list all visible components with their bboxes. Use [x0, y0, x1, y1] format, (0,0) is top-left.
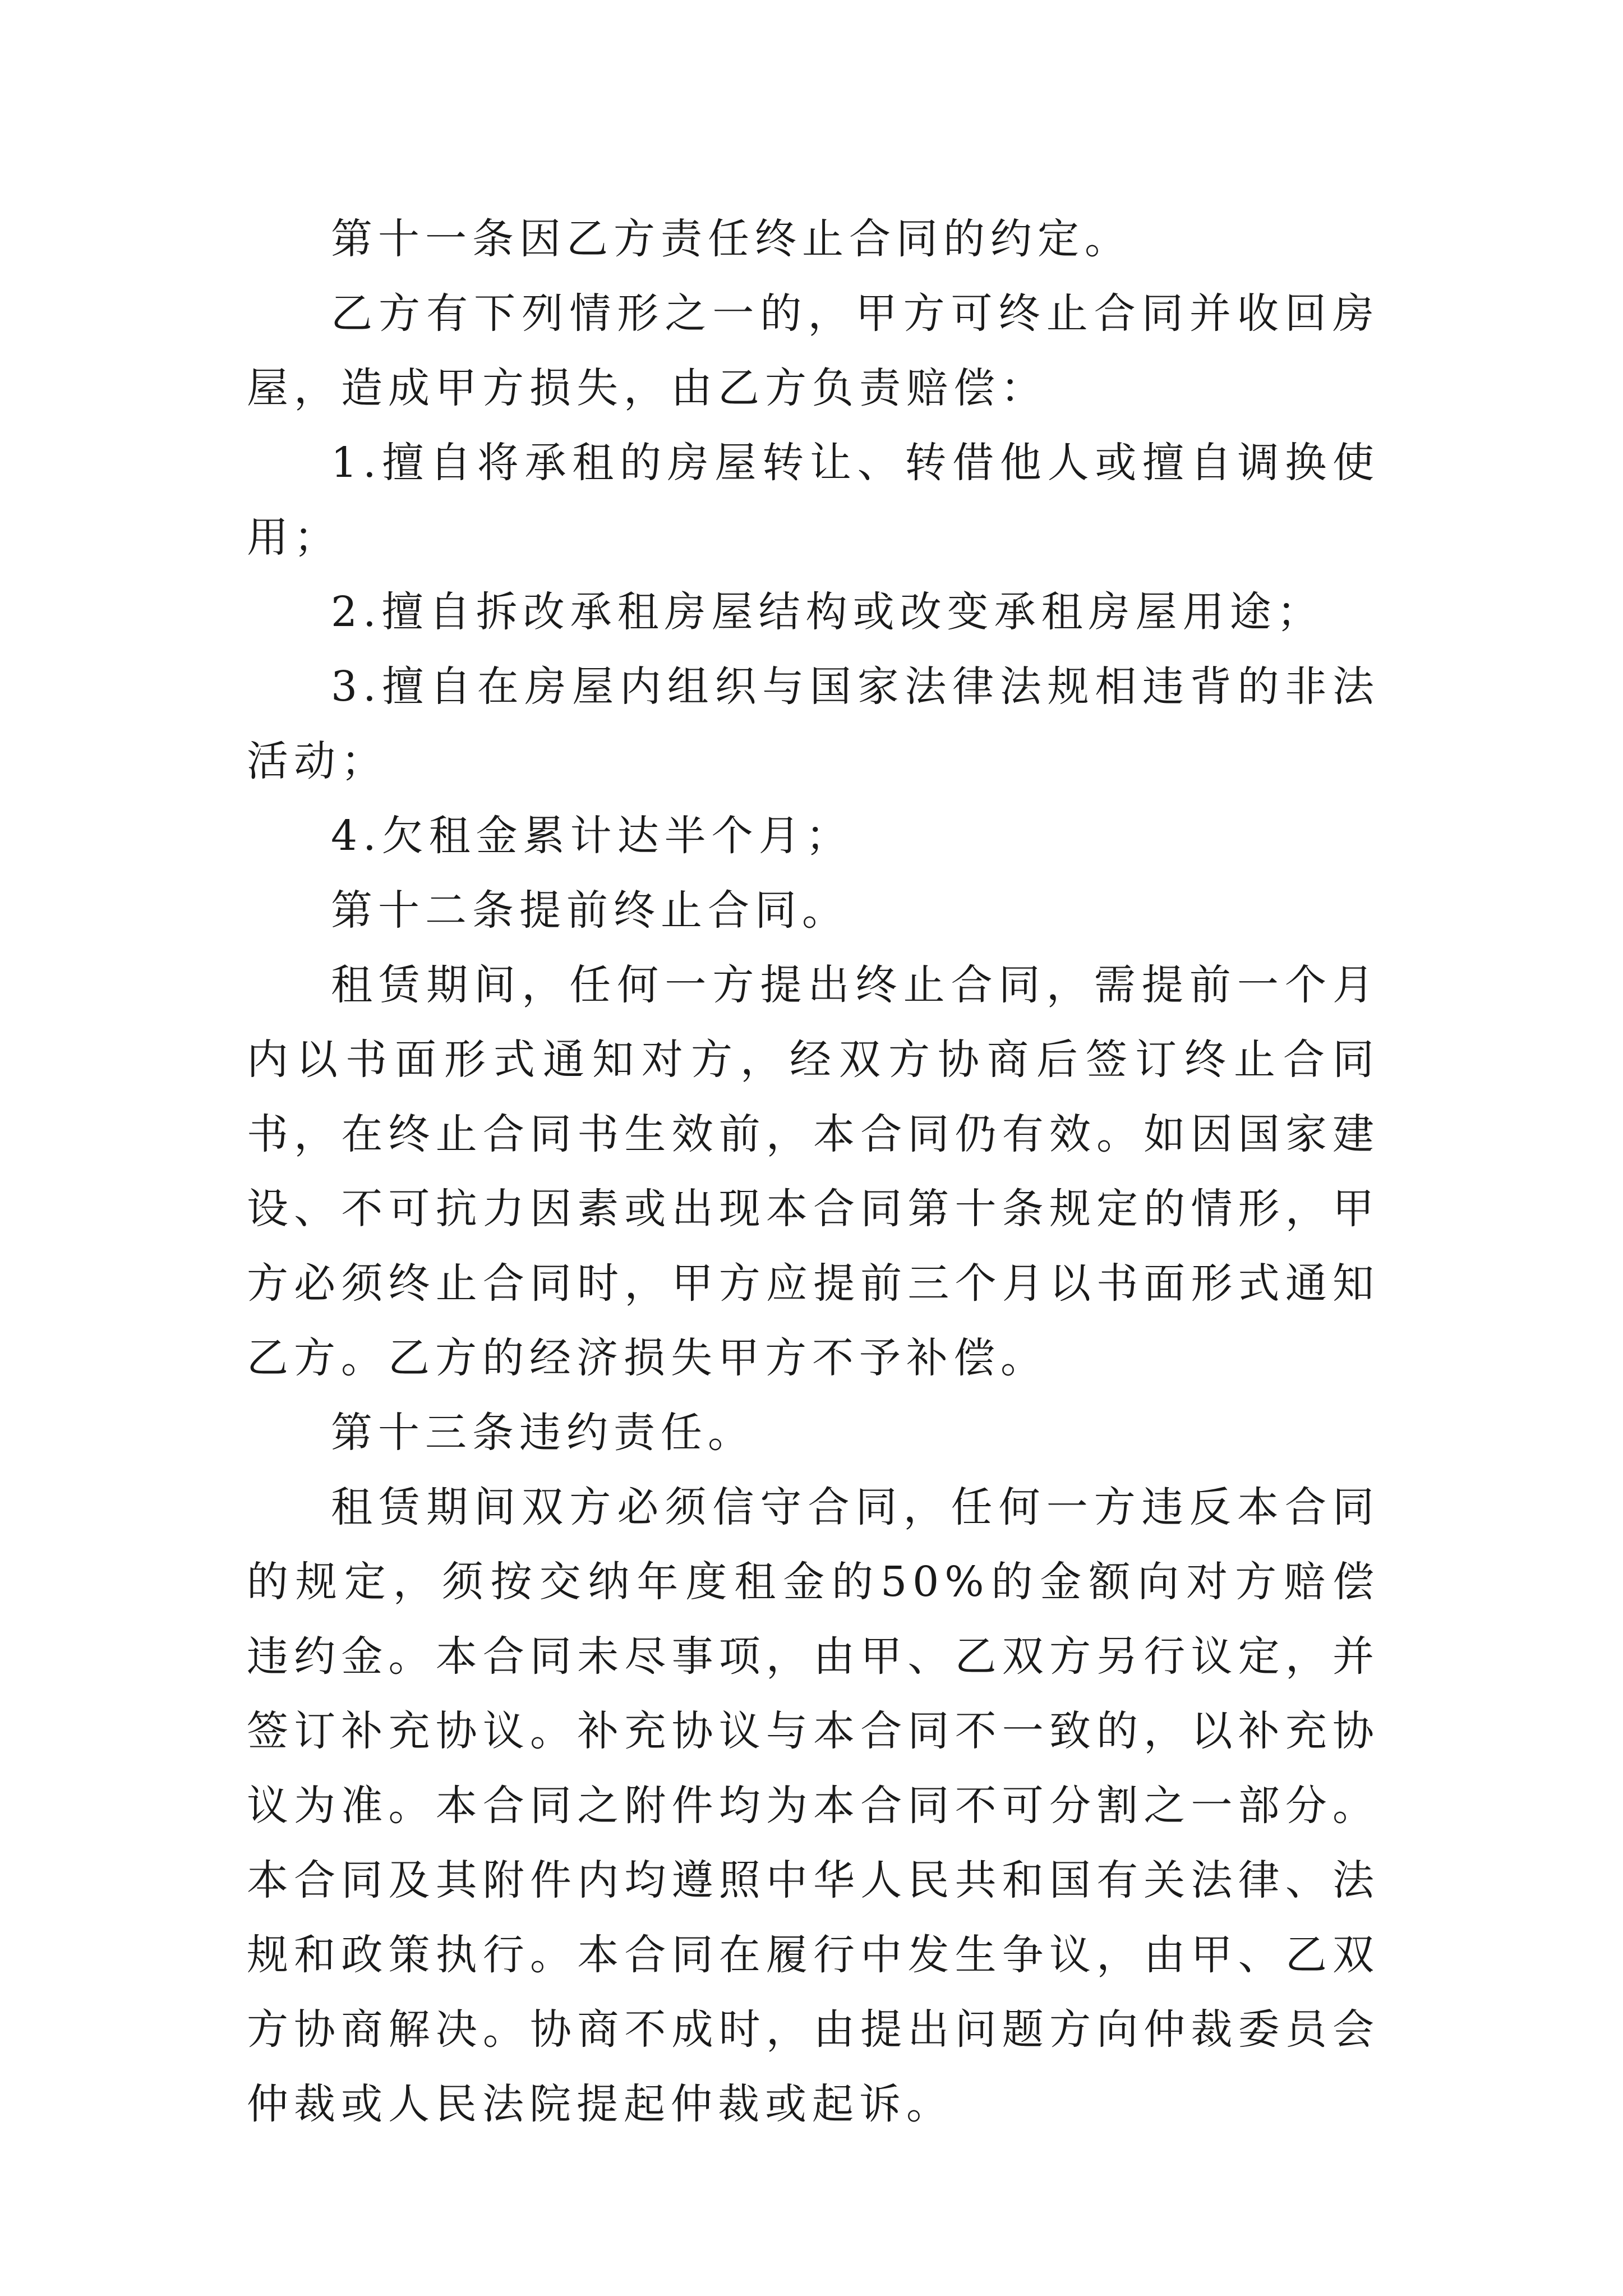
article-12-body: 租赁期间，任何一方提出终止合同，需提前一个月内以书面形式通知对方，经双方协商后签订终止合同书，在终止合同书生效前，本合同仍有效。如因国家建设、不可抗力因素或出现本合同第十条规定的情形，甲方必须终止合同时，甲方应提前三个月以书面形式通知乙方。乙方的经济损失甲方不予补偿。 — [247, 961, 1380, 1382]
article-13-heading: 第十三条违约责任。 — [331, 1409, 755, 1457]
article-11-item-4: 4.欠租金累计达半个月； — [331, 812, 853, 860]
article-13-body: 租赁期间双方必须信守合同，任何一方违反本合同的规定，须按交纳年度租金的50%的金额向对方赔偿违约金。本合同未尽事项，由甲、乙双方另行议定，并签订补充协议。补充协议与本合同不一致的，以补充协议为准。本合同之附件均为本合同不可分割之一部分。本合同及其附件内均遵照中华人民共和国有关法律、法规和政策执行。本合同在履行中发生争议，由甲、乙双方协商解决。协商不成时，由提出问题方向仲裁委员会仲裁或人民法院提起仲裁或起诉。 — [247, 1483, 1380, 2128]
article-12-heading: 第十二条提前终止合同。 — [331, 886, 849, 935]
article-11-heading: 第十一条因乙方责任终止合同的约定。 — [331, 215, 1132, 263]
article-11-item-2: 2.擅自拆改承租房屋结构或改变承租房屋用途； — [331, 588, 1324, 636]
article-11-item-3: 3.擅自在房屋内组织与国家法律法规相违背的非法活动； — [247, 662, 1380, 785]
article-11-intro: 乙方有下列情形之一的，甲方可终止合同并收回房屋，造成甲方损失，由乙方负责赔偿： — [247, 289, 1380, 412]
article-11-item-1: 1.擅自将承租的房屋转让、转借他人或擅自调换使用； — [247, 439, 1380, 562]
contract-body — [247, 202, 1380, 2142]
